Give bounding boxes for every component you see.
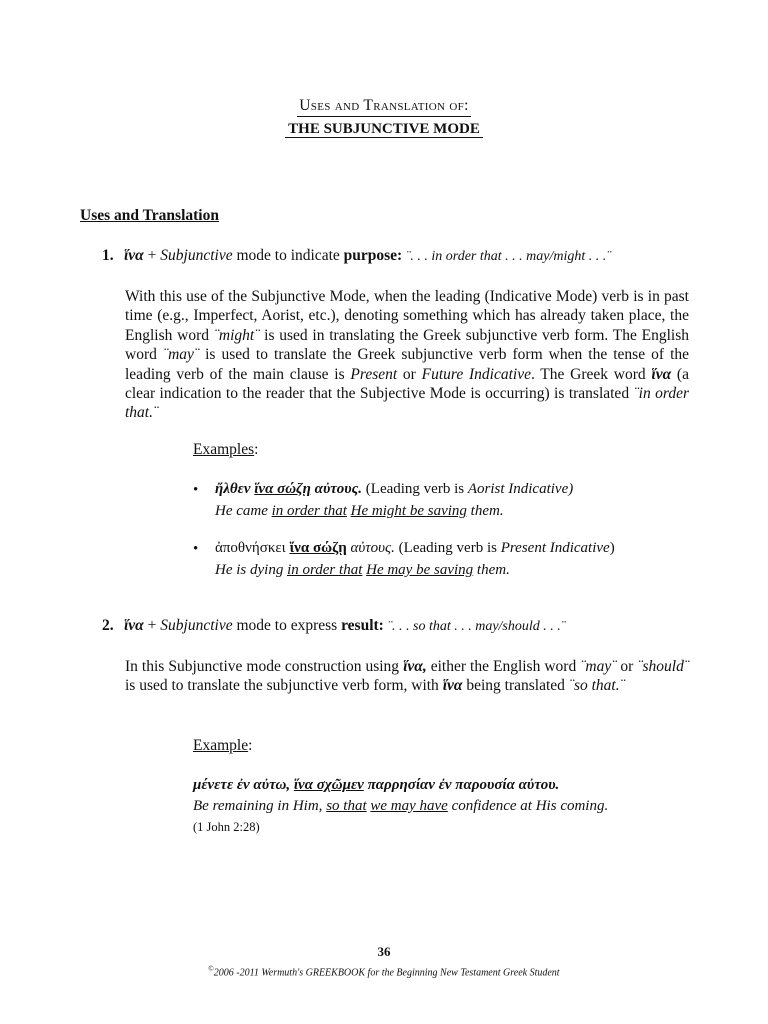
item-1-future: Future Indicative (421, 365, 531, 383)
ex1-eng-e: them. (466, 503, 504, 519)
ex3-eng-a: Be remaining in Him, (193, 798, 327, 814)
item-1-p3: is used to translate the Greek subjunctive verb form when the tense of the leading verb of the main clause is (125, 346, 690, 383)
item-2-p5: being translated (462, 677, 569, 695)
title-line-1 (0, 97, 768, 117)
ex1-note-a: (Leading verb is (362, 481, 468, 497)
ex1-eng-b: in order that (271, 503, 347, 519)
ex3-eng-d: we may have (370, 798, 448, 814)
item-1-might: ¨might¨ (213, 326, 260, 344)
ex2-eng-b: in order that (287, 562, 363, 578)
item-1-purpose: purpose: (343, 247, 403, 264)
ex2-note-a: (Leading verb is (394, 540, 501, 556)
bullet-icon: • (193, 482, 199, 498)
item-1-mode-text: mode to indicate (232, 247, 344, 264)
ex3-eng-e: confidence at His coming. (447, 798, 609, 814)
ex1-greek-c: αὐτους. (310, 481, 363, 497)
ex3-eng-b: so that (326, 798, 367, 814)
item-1-hina-inline: ἵνα (651, 365, 672, 383)
item-2-p4: is used to translate the subjunctive verb form, with (125, 677, 443, 695)
item-1-plus: + (143, 247, 161, 264)
item-1-p2: is used in translating the Greek subjunctive verb form. The English word (125, 326, 689, 364)
copyright-mark: © (208, 965, 214, 973)
item-2-so-that: ¨so that.¨ (568, 677, 625, 695)
item-1-gloss: ¨. . . in order that . . . may/might . . .¨ (402, 249, 611, 264)
footer-text: 2006 -2011 Wermuth's GREEKBOOK for the Beginning New Testament Greek Student (213, 967, 560, 979)
ex3-greek-c: παρρησίαν ἐν παρουσία αὐτου. (363, 777, 560, 793)
example-3-english (193, 798, 608, 815)
item-1-number: 1. (102, 247, 114, 264)
item-2-plus: + (143, 617, 161, 634)
item-2-p3: or (616, 658, 638, 675)
ex1-greek-a: ἤλθεν (215, 481, 255, 497)
item-1-heading (102, 247, 611, 265)
example-2-english (215, 562, 510, 579)
ex2-greek-a: ἀποθνήσκει (215, 540, 290, 556)
item-1-present: Present (350, 365, 398, 383)
bullet-icon: • (193, 541, 199, 557)
ex3-greek-b: ἵνα σχῶμεν (293, 777, 364, 793)
item-1-p4: . The Greek word (530, 365, 652, 383)
ex1-eng-a: He came (215, 503, 272, 519)
item-1-may: ¨may¨ (162, 346, 200, 364)
scripture-reference: (1 John 2:28) (193, 820, 260, 834)
item-2-number: 2. (102, 617, 114, 634)
section-heading: Uses and Translation (80, 207, 219, 224)
ex1-eng-d: He might be saving (350, 503, 467, 519)
item-1-in-order-that: ¨in order that.¨ (125, 385, 690, 422)
item-2-hina-inline-2: ἵνα (442, 677, 463, 695)
item-2-p1: In this Subjunctive mode construction using (125, 658, 404, 675)
title-line-2 (0, 121, 768, 138)
ex2-eng-e: them. (473, 562, 510, 578)
item-2-hina-inline-1: ἵνα, (403, 658, 427, 675)
item-1-subjunctive: Subjunctive (160, 247, 233, 264)
example-2-greek (215, 540, 615, 557)
item-2-mode-text: mode to express (232, 617, 342, 634)
example-colon: : (248, 737, 253, 754)
example-1-english (215, 503, 504, 520)
ex3-greek-a: μένετε ἐν αὐτω, (193, 777, 294, 793)
ex2-note-b: Present Indicative (500, 540, 610, 556)
example-1-greek (215, 481, 573, 498)
example-3-greek (193, 777, 559, 794)
item-1-paragraph (125, 287, 689, 423)
ex2-eng-a: He is dying (215, 562, 288, 578)
ex2-greek-b: ἵνα σώζῃ (289, 540, 347, 556)
item-2-may: ¨may¨ (580, 658, 617, 675)
title-subjunctive-mode: THE SUBJUNCTIVE MODE (285, 121, 483, 138)
ex1-note-b: Aorist Indicative) (467, 481, 574, 497)
item-2-result: result: (341, 617, 384, 634)
item-1-p1: With this use of the Subjunctive Mode, when the leading (Indicative Mode) verb is in past time (e.g., Imperfect, Aorist, etc.), denoting something which has already taken place, the English word (125, 288, 689, 344)
examples-label (193, 441, 258, 459)
example-label (193, 737, 252, 755)
page-number: 36 (377, 944, 391, 959)
item-2-heading (102, 617, 565, 635)
item-2-gloss: ¨. . . so that . . . may/should . . .¨ (383, 619, 566, 634)
ex2-eng-d: He may be saving (366, 562, 474, 578)
examples-label-text: Examples (193, 441, 255, 458)
item-1-hina: ἵνα (124, 247, 144, 264)
example-label-text: Example (193, 737, 249, 754)
title-uses-translation: Uses and Translation of: (297, 97, 470, 117)
item-1-or: or (397, 365, 422, 383)
item-2-paragraph (125, 657, 689, 696)
footer-copyright (0, 965, 768, 978)
ex1-greek-b: ἵνα σώζῃ (254, 481, 311, 497)
item-1-p5: (a clear indication to the reader that the Subjective Mode is occurring) is translated (125, 365, 689, 403)
ex2-note-c: ) (609, 540, 615, 556)
examples-colon: : (254, 441, 259, 458)
item-2-p2: either the English word (426, 658, 581, 675)
item-2-should: ¨should¨ (637, 658, 689, 675)
ex2-greek-c: αὐτους. (346, 540, 395, 556)
item-2-hina: ἵνα (124, 617, 144, 634)
item-2-subjunctive: Subjunctive (160, 617, 233, 634)
